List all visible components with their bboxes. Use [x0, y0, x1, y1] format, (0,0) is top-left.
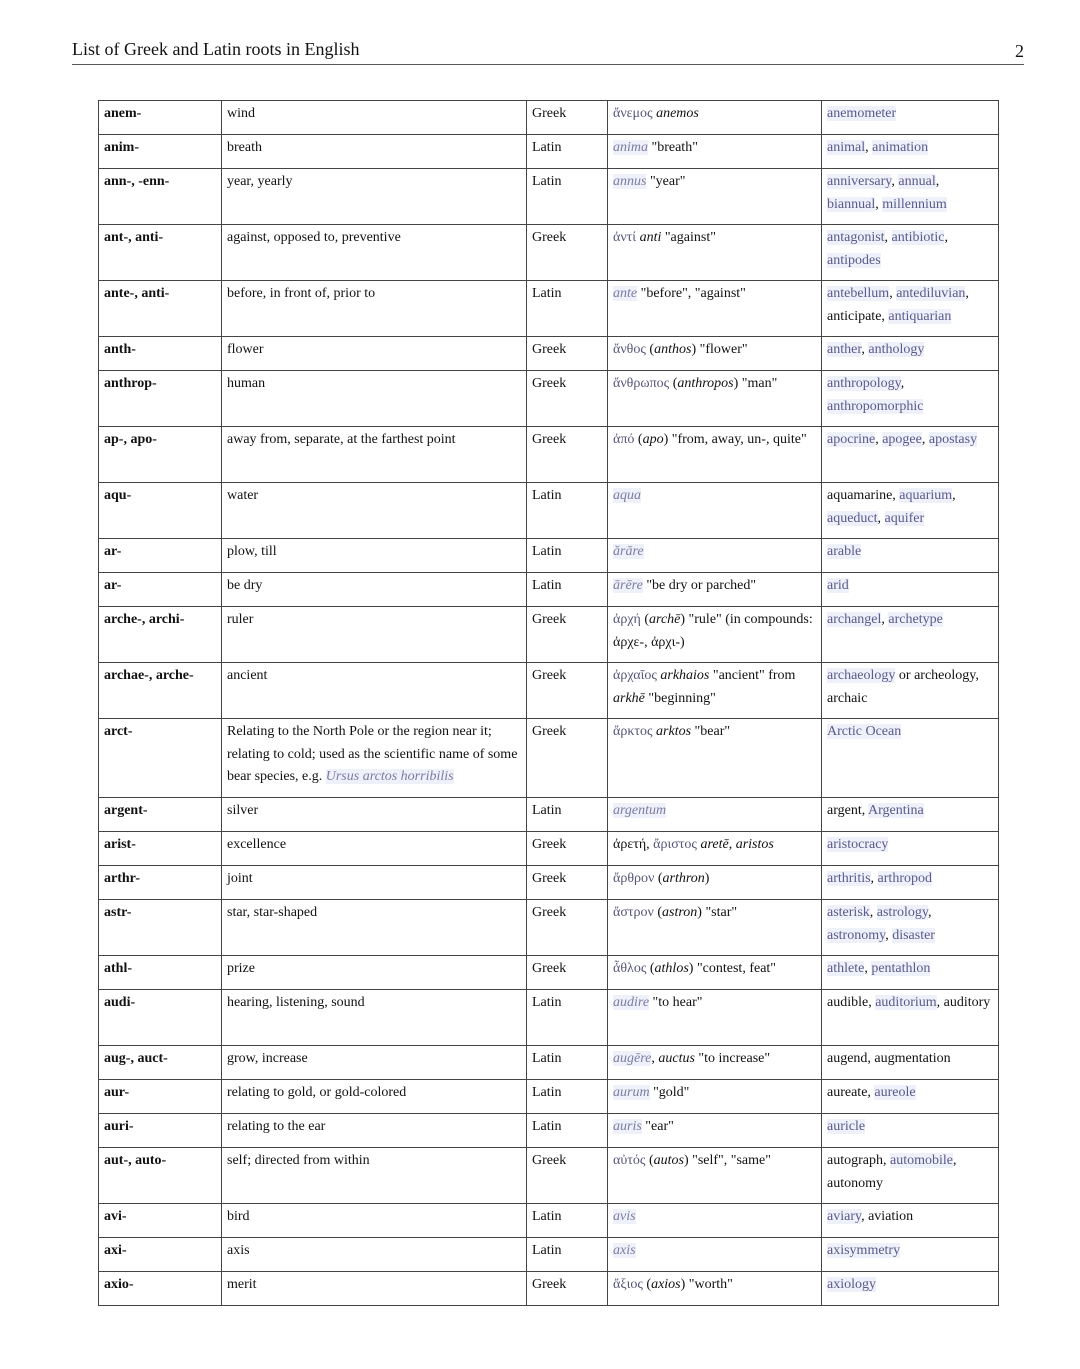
table-row — [99, 1080, 999, 1114]
examples-cell: anther, anthology — [822, 337, 999, 371]
root-cell: aqu- — [99, 483, 222, 539]
examples-cell — [822, 719, 999, 798]
wiki-link[interactable]: auricle — [827, 1119, 866, 1134]
etymology-cell: ἀρχαῖος arkhaios "ancient" from arkhē "beginning" — [608, 663, 822, 719]
meaning-cell: relating to the ear — [222, 1114, 527, 1148]
examples-cell: autograph, automobile, autonomy — [822, 1148, 999, 1204]
wiki-link[interactable]: auditorium — [875, 995, 937, 1010]
wiki-link[interactable]: arthropod — [877, 871, 932, 886]
origin-cell: Greek — [527, 607, 608, 663]
root-cell: auri- — [99, 1114, 222, 1148]
origin-cell: Latin — [527, 281, 608, 337]
etymology-cell: auris "ear" — [608, 1114, 822, 1148]
wiki-link[interactable]: anemometer — [827, 106, 897, 121]
root-cell: anth- — [99, 337, 222, 371]
wiki-link[interactable]: automobile — [889, 1153, 953, 1168]
wiki-link[interactable]: astrology — [876, 905, 928, 920]
wiki-link[interactable]: axiology — [827, 1277, 876, 1292]
etymology-cell: ἄστρον (astron) "star" — [608, 900, 822, 956]
examples-cell: athlete, pentathlon — [822, 956, 999, 990]
origin-cell: Latin — [527, 1238, 608, 1272]
examples-cell — [822, 832, 999, 866]
meaning-cell: relating to gold, or gold-colored — [222, 1080, 527, 1114]
meaning-cell: water — [222, 483, 527, 539]
wiki-link[interactable]: axis — [613, 1243, 636, 1258]
meaning-cell: hearing, listening, sound — [222, 990, 527, 1046]
origin-cell: Latin — [527, 1204, 608, 1238]
table-row — [99, 169, 999, 225]
origin-cell: Greek — [527, 101, 608, 135]
origin-cell: Latin — [527, 573, 608, 607]
etymology-cell: audire "to hear" — [608, 990, 822, 1046]
root-cell: avi- — [99, 1204, 222, 1238]
meaning-cell: against, opposed to, preventive — [222, 225, 527, 281]
root-cell: ar- — [99, 573, 222, 607]
etymology-cell — [608, 483, 822, 539]
examples-cell: anthropology, anthropomorphic — [822, 371, 999, 427]
origin-cell: Greek — [527, 337, 608, 371]
root-cell: arist- — [99, 832, 222, 866]
etymology-cell: ἄξιος (axios) "worth" — [608, 1272, 822, 1306]
examples-cell — [822, 1272, 999, 1306]
meaning-cell: bird — [222, 1204, 527, 1238]
examples-cell: aureate, aureole — [822, 1080, 999, 1114]
etymology-cell — [608, 1238, 822, 1272]
wiki-link[interactable]: ārēre — [613, 578, 643, 593]
meaning-cell: axis — [222, 1238, 527, 1272]
wiki-link[interactable]: aviary — [827, 1209, 862, 1224]
origin-cell: Latin — [527, 1046, 608, 1080]
meaning-cell: prize — [222, 956, 527, 990]
origin-cell: Greek — [527, 1272, 608, 1306]
origin-cell: Latin — [527, 135, 608, 169]
examples-cell — [822, 1114, 999, 1148]
root-cell: arche-, archi- — [99, 607, 222, 663]
wiki-link[interactable]: anima — [613, 140, 648, 155]
wiki-link[interactable]: arable — [827, 544, 862, 559]
wiki-link[interactable]: antiquarian — [888, 308, 952, 324]
meaning-cell: ancient — [222, 663, 527, 719]
table-row — [99, 900, 999, 956]
root-cell: arct- — [99, 719, 222, 798]
page-header — [72, 38, 1024, 65]
wiki-link[interactable]: animation — [872, 140, 929, 155]
root-cell: anim- — [99, 135, 222, 169]
etymology-cell: ante "before", "against" — [608, 281, 822, 337]
wiki-link[interactable]: auris — [613, 1119, 642, 1134]
wiki-link[interactable]: avis — [613, 1209, 636, 1224]
root-cell: anthrop- — [99, 371, 222, 427]
root-cell: athl- — [99, 956, 222, 990]
origin-cell: Latin — [527, 483, 608, 539]
meaning-cell: ruler — [222, 607, 527, 663]
wiki-link[interactable]: anthology — [868, 342, 925, 357]
meaning-cell: grow, increase — [222, 1046, 527, 1080]
meaning-cell: wind — [222, 101, 527, 135]
wiki-link[interactable]: ante — [613, 286, 638, 301]
table-row — [99, 1046, 999, 1080]
examples-cell: apocrine, apogee, apostasy — [822, 427, 999, 483]
wiki-link[interactable]: arid — [827, 578, 849, 593]
root-cell: axi- — [99, 1238, 222, 1272]
examples-cell: augend, augmentation — [822, 1046, 999, 1080]
root-cell: aut-, auto- — [99, 1148, 222, 1204]
examples-cell — [822, 573, 999, 607]
root-cell: ann-, -enn- — [99, 169, 222, 225]
table-row — [99, 1148, 999, 1204]
examples-cell: animal, animation — [822, 135, 999, 169]
meaning-cell: Relating to the North Pole or the region near it; relating to cold; used as the scientific name of some bear species, e.g. Ursus arctos horribilis — [222, 719, 527, 798]
table-row — [99, 607, 999, 663]
meaning-cell: before, in front of, prior to — [222, 281, 527, 337]
examples-cell: arthritis, arthropod — [822, 866, 999, 900]
wiki-link[interactable]: apogee — [882, 432, 922, 447]
table-row — [99, 990, 999, 1046]
table-row — [99, 798, 999, 832]
meaning-cell: flower — [222, 337, 527, 371]
etymology-cell: ἄρθρον (arthron) — [608, 866, 822, 900]
root-cell: archae-, arche- — [99, 663, 222, 719]
root-cell: arthr- — [99, 866, 222, 900]
root-cell: axio- — [99, 1272, 222, 1306]
table-row — [99, 135, 999, 169]
wiki-link[interactable]: aurum — [613, 1085, 650, 1100]
root-cell: anem- — [99, 101, 222, 135]
examples-cell: antagonist, antibiotic, antipodes — [822, 225, 999, 281]
wiki-link[interactable]: pentathlon — [871, 961, 931, 976]
wiki-link[interactable]: aquarium — [899, 488, 953, 503]
wiki-link[interactable]: archaeology — [827, 668, 896, 683]
origin-cell: Greek — [527, 427, 608, 483]
wiki-link[interactable]: disaster — [892, 927, 935, 943]
table-row — [99, 539, 999, 573]
wiki-link[interactable]: antediluvian — [896, 286, 966, 301]
origin-cell: Greek — [527, 956, 608, 990]
wiki-link[interactable]: antebellum — [827, 286, 890, 301]
examples-cell: argent, Argentina — [822, 798, 999, 832]
etymology-cell — [608, 798, 822, 832]
table-row — [99, 371, 999, 427]
wiki-link[interactable]: annual — [898, 174, 936, 189]
table-row — [99, 663, 999, 719]
meaning-cell: plow, till — [222, 539, 527, 573]
wiki-link[interactable]: arthritis — [827, 871, 871, 886]
root-cell: astr- — [99, 900, 222, 956]
examples-cell — [822, 539, 999, 573]
examples-cell: asterisk, astrology, astronomy, disaster — [822, 900, 999, 956]
wiki-link[interactable]: aureole — [874, 1085, 916, 1100]
meaning-cell: joint — [222, 866, 527, 900]
wiki-link[interactable]: Argentina — [867, 803, 924, 818]
examples-cell: audible, auditorium, auditory — [822, 990, 999, 1046]
examples-cell — [822, 101, 999, 135]
table-row — [99, 1272, 999, 1306]
roots-table — [98, 100, 999, 1306]
examples-cell: antebellum, antediluvian, anticipate, antiquarian — [822, 281, 999, 337]
table-row — [99, 483, 999, 539]
origin-cell: Greek — [527, 1148, 608, 1204]
etymology-cell — [608, 1204, 822, 1238]
root-cell: ap-, apo- — [99, 427, 222, 483]
meaning-cell: star, star-shaped — [222, 900, 527, 956]
wiki-link[interactable]: antagonist — [827, 230, 885, 245]
examples-cell: aquamarine, aquarium, aqueduct, aquifer — [822, 483, 999, 539]
origin-cell: Latin — [527, 539, 608, 573]
table-row — [99, 866, 999, 900]
etymology-cell: ἄνθρωπος (anthropos) "man" — [608, 371, 822, 427]
meaning-cell: human — [222, 371, 527, 427]
wiki-link[interactable]: archangel — [827, 612, 882, 627]
etymology-cell: αὐτός (autos) "self", "same" — [608, 1148, 822, 1204]
origin-cell: Latin — [527, 1080, 608, 1114]
wiki-link[interactable]: biannual — [827, 196, 876, 212]
wiki-link[interactable]: anthropology — [827, 376, 901, 391]
etymology-cell: ārēre "be dry or parched" — [608, 573, 822, 607]
etymology-cell: augēre, auctus "to increase" — [608, 1046, 822, 1080]
wiki-link[interactable]: apostasy — [928, 432, 978, 447]
wiki-link[interactable]: antipodes — [827, 252, 881, 268]
examples-cell: aviary, aviation — [822, 1204, 999, 1238]
meaning-cell: excellence — [222, 832, 527, 866]
examples-cell: archangel, archetype — [822, 607, 999, 663]
table-row — [99, 1238, 999, 1272]
table-row — [99, 281, 999, 337]
origin-cell: Greek — [527, 225, 608, 281]
meaning-cell: self; directed from within — [222, 1148, 527, 1204]
wiki-link[interactable]: aquifer — [884, 510, 925, 526]
root-cell: audi- — [99, 990, 222, 1046]
table-row — [99, 427, 999, 483]
etymology-cell: ἀρετή, ἄριστος aretē, aristos — [608, 832, 822, 866]
table-row — [99, 573, 999, 607]
origin-cell: Greek — [527, 866, 608, 900]
meaning-cell: away from, separate, at the farthest point — [222, 427, 527, 483]
etymology-cell: ἄνεμος anemos — [608, 101, 822, 135]
table-row — [99, 1114, 999, 1148]
table-row — [99, 956, 999, 990]
etymology-cell: anima "breath" — [608, 135, 822, 169]
wiki-link[interactable]: aqueduct — [827, 510, 878, 526]
table-row — [99, 225, 999, 281]
wiki-link[interactable]: athlete — [827, 961, 865, 976]
wiki-link[interactable]: millennium — [882, 196, 947, 212]
etymology-cell — [608, 539, 822, 573]
table-row — [99, 337, 999, 371]
etymology-cell: aurum "gold" — [608, 1080, 822, 1114]
examples-cell: anniversary, annual, biannual, millennium — [822, 169, 999, 225]
origin-cell: Latin — [527, 1114, 608, 1148]
wiki-link[interactable]: astronomy — [827, 927, 886, 943]
etymology-cell: ἀντί anti "against" — [608, 225, 822, 281]
meaning-cell: year, yearly — [222, 169, 527, 225]
etymology-cell: ἀπό (apo) "from, away, un-, quite" — [608, 427, 822, 483]
root-cell: ar- — [99, 539, 222, 573]
etymology-cell: ἄνθος (anthos) "flower" — [608, 337, 822, 371]
wiki-link[interactable]: aristocracy — [827, 837, 889, 852]
etymology-cell: ἀρχή (archē) "rule" (in compounds: ἀρχε-, ἀρχι-) — [608, 607, 822, 663]
wiki-link[interactable]: anniversary — [827, 174, 892, 189]
table-row — [99, 719, 999, 798]
meaning-cell: be dry — [222, 573, 527, 607]
root-cell: aur- — [99, 1080, 222, 1114]
wiki-link[interactable]: Arctic Ocean — [827, 724, 902, 739]
wiki-link[interactable]: Ursus arctos horribilis — [325, 769, 454, 784]
wiki-link[interactable]: apocrine — [827, 432, 876, 447]
root-cell: ant-, anti- — [99, 225, 222, 281]
table-row — [99, 1204, 999, 1238]
root-cell: argent- — [99, 798, 222, 832]
meaning-cell: breath — [222, 135, 527, 169]
root-cell: aug-, auct- — [99, 1046, 222, 1080]
etymology-cell: ἄρκτος arktos "bear" — [608, 719, 822, 798]
meaning-cell: merit — [222, 1272, 527, 1306]
origin-cell: Latin — [527, 990, 608, 1046]
origin-cell: Latin — [527, 798, 608, 832]
wiki-link[interactable]: ărāre — [613, 544, 644, 559]
origin-cell: Greek — [527, 719, 608, 798]
wiki-link[interactable]: argentum — [613, 803, 667, 818]
wiki-link[interactable]: archetype — [888, 612, 943, 627]
root-cell: ante-, anti- — [99, 281, 222, 337]
wiki-link[interactable]: audire — [613, 995, 650, 1010]
wiki-link[interactable]: axisymmetry — [827, 1243, 901, 1258]
etymology-cell: annus "year" — [608, 169, 822, 225]
meaning-cell: silver — [222, 798, 527, 832]
page-number: 2 — [1015, 41, 1024, 61]
wiki-link[interactable]: anthropomorphic — [827, 398, 924, 414]
page-title: List of Greek and Latin roots in English — [72, 39, 360, 59]
wiki-link[interactable]: annus — [613, 174, 647, 189]
table-row — [99, 101, 999, 135]
examples-cell — [822, 1238, 999, 1272]
wiki-link[interactable]: augēre — [613, 1051, 652, 1066]
wiki-link[interactable]: aqua — [613, 488, 641, 503]
wiki-link[interactable]: asterisk — [827, 905, 870, 920]
origin-cell: Latin — [527, 169, 608, 225]
origin-cell: Greek — [527, 663, 608, 719]
origin-cell: Greek — [527, 900, 608, 956]
origin-cell: Greek — [527, 371, 608, 427]
wiki-link[interactable]: anther — [827, 342, 862, 357]
wiki-link[interactable]: antibiotic — [891, 230, 945, 245]
roots-table-body — [99, 101, 999, 1306]
table-row — [99, 832, 999, 866]
examples-cell: archaeology or archeology, archaic — [822, 663, 999, 719]
origin-cell: Greek — [527, 832, 608, 866]
etymology-cell: ἆθλος (athlos) "contest, feat" — [608, 956, 822, 990]
wiki-link[interactable]: animal — [827, 140, 866, 155]
